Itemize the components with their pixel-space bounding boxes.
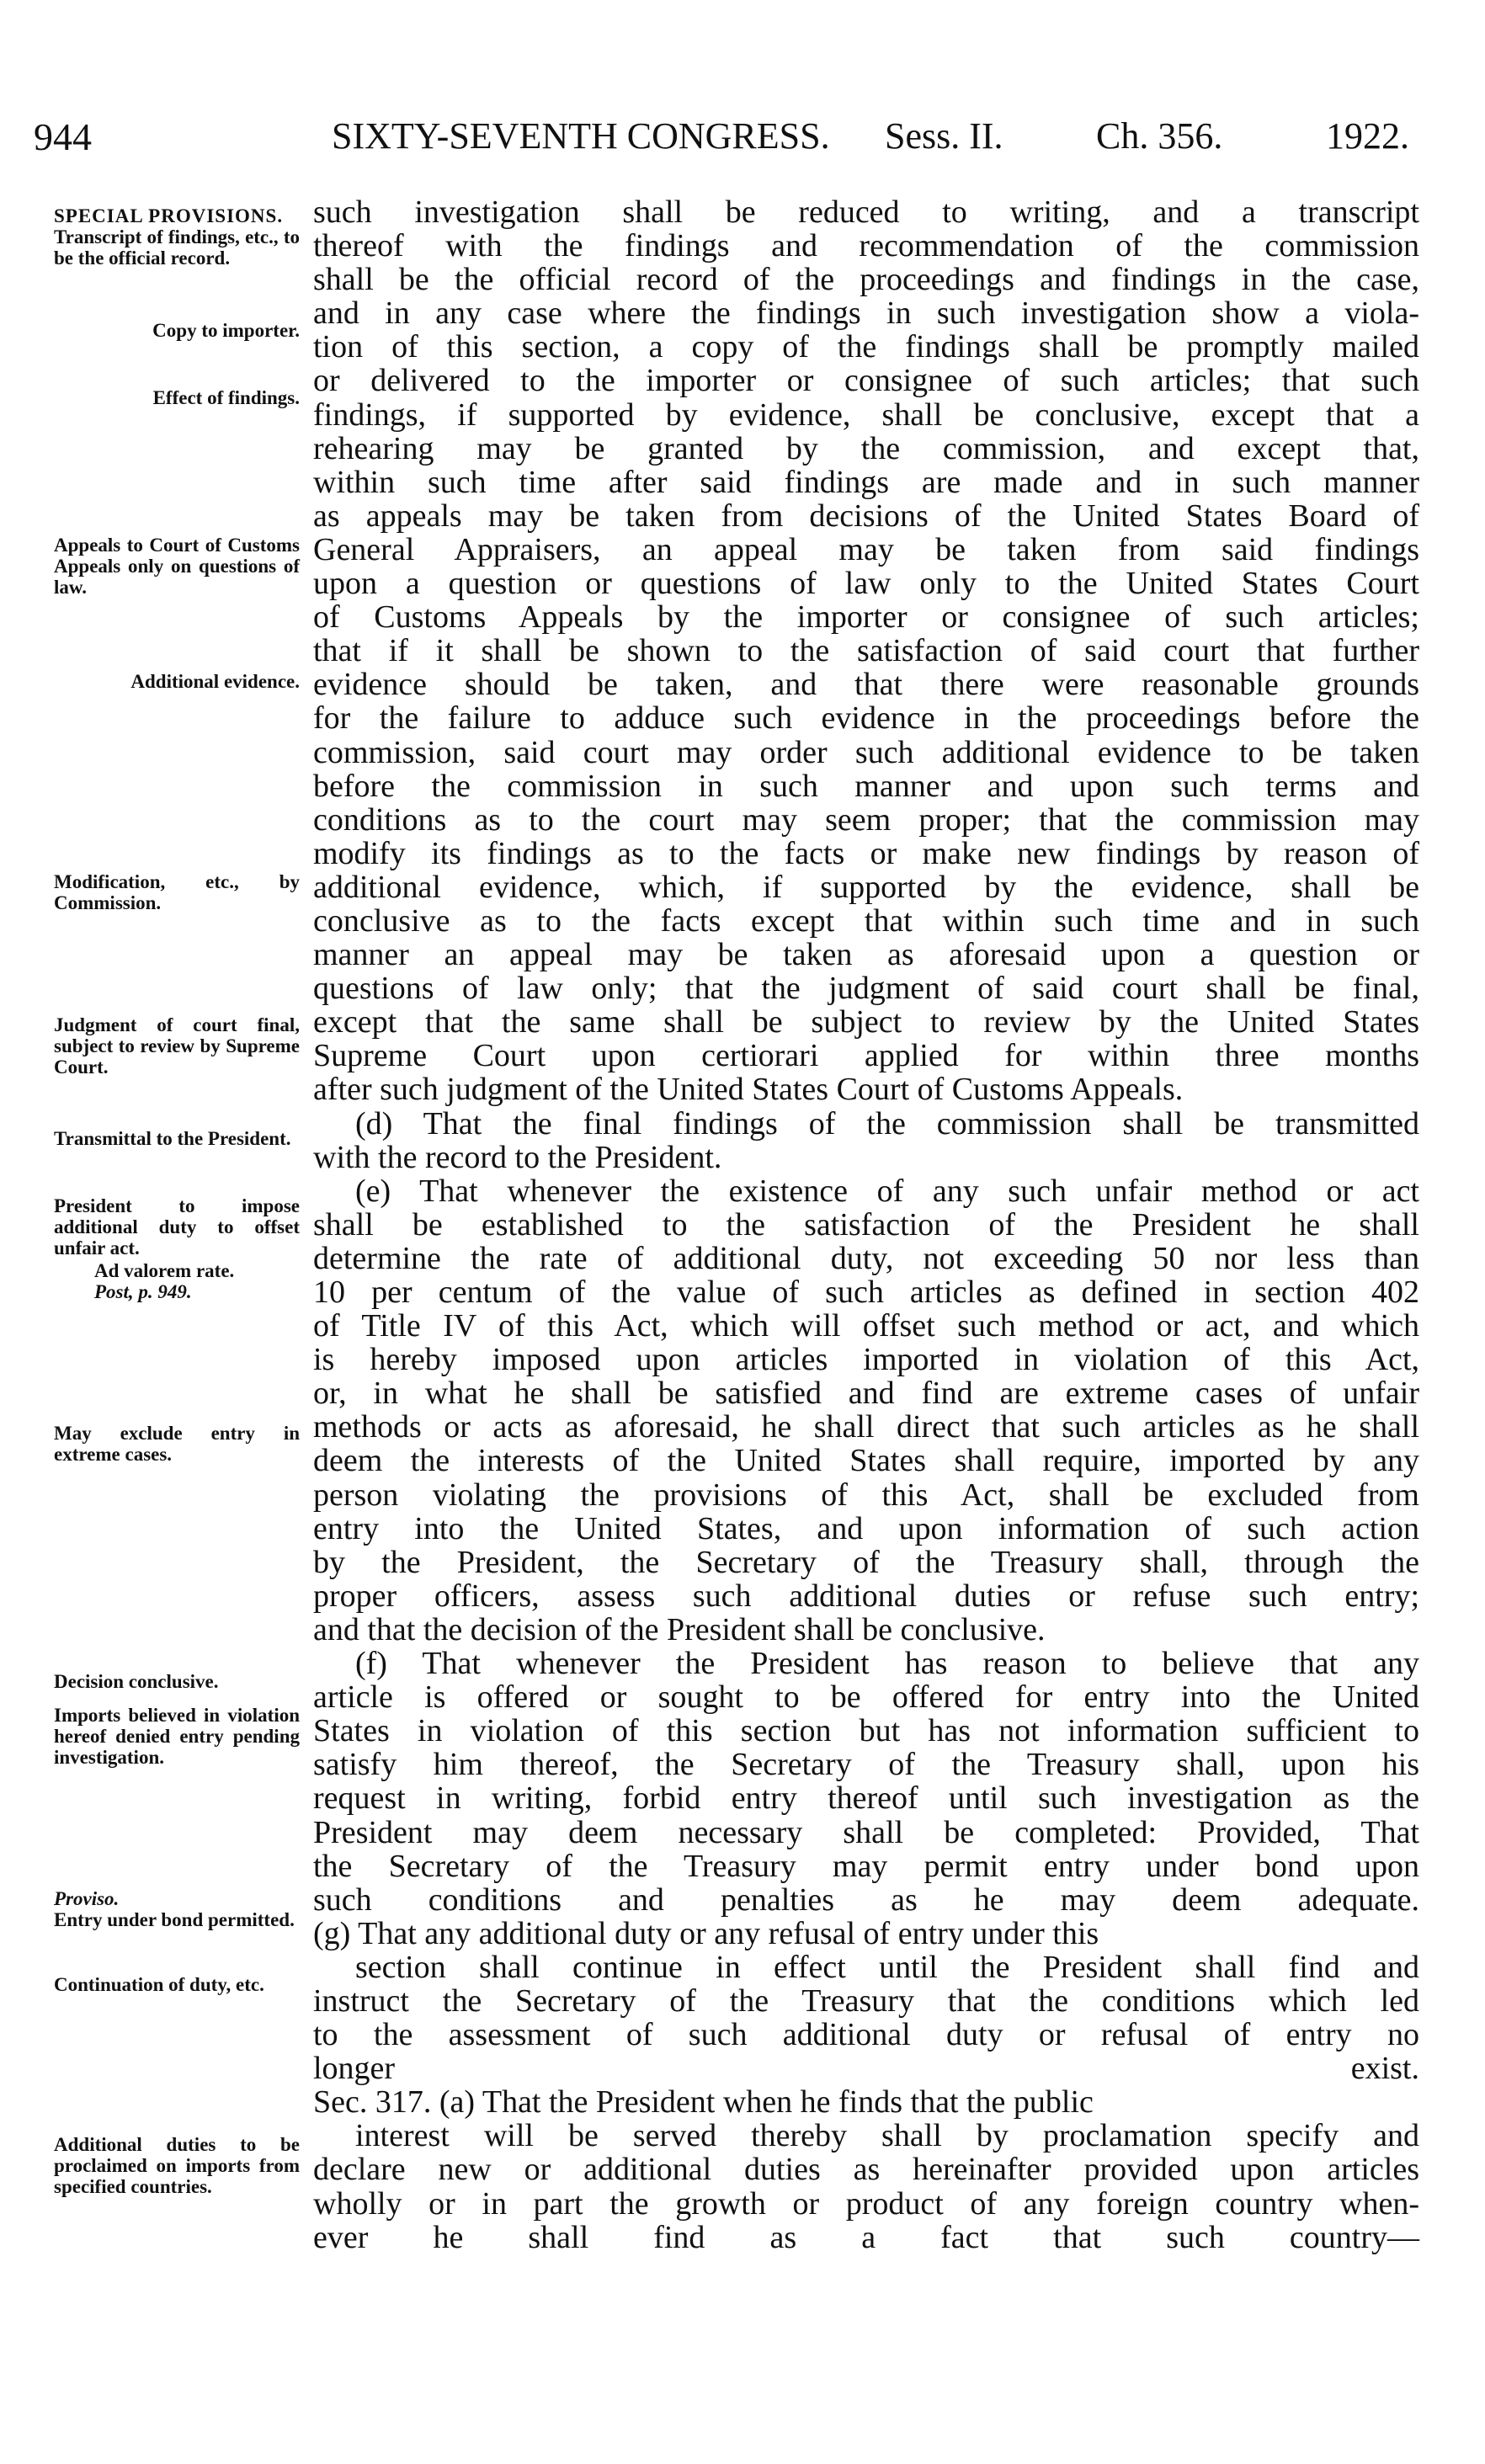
- session-label: Sess. II.: [885, 115, 1003, 157]
- year-label: 1922.: [1326, 115, 1409, 157]
- margin-note-text: Post, p. 949.: [94, 1281, 192, 1302]
- margin-note-text: Decision conclusive.: [54, 1671, 219, 1692]
- text-line: longer exist.: [313, 2051, 1419, 2087]
- text-line: additional evidence, which, if supported by the evidence, shall be: [313, 869, 1419, 905]
- text-line: the Secretary of the Treasury may permit entry under bond upon: [313, 1848, 1419, 1884]
- text-line: findings, if supported by evidence, shall be conclusive, except that a: [313, 396, 1419, 433]
- margin-note: [54, 1014, 300, 1078]
- margin-note-text: Effect of findings.: [152, 387, 300, 408]
- margin-note: [54, 535, 300, 598]
- margin-note: [54, 1128, 300, 1149]
- margin-note: [94, 1260, 300, 1281]
- margin-note-text: Imports believed in violation hereof denied entry pending investigation.: [54, 1705, 300, 1768]
- margin-note-text: Additional evidence.: [130, 671, 300, 692]
- text-line: is hereby imposed upon articles imported in violation of this Act,: [313, 1342, 1419, 1378]
- margin-note: [54, 205, 300, 269]
- text-line: satisfy him thereof, the Secretary of the Treasury shall, upon his: [313, 1747, 1419, 1783]
- text-line: shall be the official record of the proceedings and findings in the case,: [313, 262, 1419, 298]
- text-line: manner an appeal may be taken as aforesaid upon a question or: [313, 937, 1419, 973]
- text-line: conditions as to the court may seem proper; that the commission may: [313, 801, 1419, 838]
- text-line: and that the decision of the President shall be conclusive.: [313, 1611, 1046, 1647]
- text-line: wholly or in part the growth or product of any foreign country when-: [313, 2185, 1419, 2222]
- statute-body-text: [313, 195, 1419, 2254]
- text-line: States in violation of this section but has not information sufficient to: [313, 1713, 1419, 1749]
- text-line: questions of law only; that the judgment of said court shall be final,: [313, 971, 1419, 1007]
- margin-note-text: Judgment of court final, subject to review by Supreme Court.: [54, 1014, 300, 1078]
- margin-note-text: Continuation of duty, etc.: [54, 1974, 264, 1995]
- margin-note: [54, 1195, 300, 1259]
- margin-note: [54, 387, 300, 408]
- margin-note: [54, 2134, 300, 2197]
- text-line: and in any case where the findings in such investigation show a viola-: [313, 295, 1419, 332]
- margin-note-text: Appeals to Court of Customs Appeals only on questions of law.: [54, 535, 300, 598]
- text-line: or, in what he shall be satisfied and find are extreme cases of unfair: [313, 1376, 1419, 1412]
- text-line: commission, said court may order such additional evidence to be taken: [313, 734, 1419, 770]
- text-line: interest will be served thereby shall by proclamation specify and: [355, 2118, 1419, 2154]
- text-line: for the failure to adduce such evidence in the proceedings before the: [313, 700, 1419, 737]
- text-line: before the commission in such manner and upon such terms and: [313, 768, 1419, 804]
- text-line: (d) That the final findings of the commission shall be transmitted: [355, 1105, 1419, 1142]
- text-line: methods or acts as aforesaid, he shall direct that such articles as he shall: [313, 1409, 1419, 1445]
- margin-note: [54, 1423, 300, 1465]
- margin-note: [54, 1705, 300, 1768]
- text-line: article is offered or sought to be offered for entry into the United: [313, 1679, 1419, 1716]
- margin-note-text: May exclude entry in extreme cases.: [54, 1423, 300, 1465]
- text-line: section shall continue in effect until the President shall find and: [355, 1949, 1419, 1985]
- text-line: evidence should be taken, and that there were reasonable grounds: [313, 667, 1419, 703]
- margin-note-text: Transcript of findings, etc., to be the official record.: [54, 226, 300, 269]
- margin-note-text: Copy to importer.: [152, 320, 300, 341]
- text-line: rehearing may be granted by the commission, and except that,: [313, 430, 1419, 466]
- text-line: to the assessment of such additional duty or refusal of entry no: [313, 2017, 1419, 2053]
- margin-note-text: President to impose additional duty to offset unfair act.: [54, 1195, 300, 1259]
- text-line: upon a question or questions of law only to the United States Court: [313, 566, 1419, 602]
- margin-note: [54, 320, 300, 341]
- text-line: (g) That any additional duty or any refusal of entry under this: [313, 1915, 1099, 1951]
- margin-note-text: Ad valorem rate.: [94, 1260, 235, 1281]
- text-line: that if it shall be shown to the satisfaction of said court that further: [313, 633, 1419, 669]
- margin-note-heading: SPECIAL PROVISIONS.: [54, 205, 284, 226]
- margin-note-text: Modification, etc., by Commission.: [54, 871, 300, 913]
- text-line: thereof with the findings and recommendation of the commission: [313, 228, 1419, 264]
- text-line: declare new or additional duties as hereinafter provided upon articles: [313, 2152, 1419, 2188]
- text-line: deem the interests of the United States shall require, imported by any: [313, 1443, 1419, 1479]
- text-line: General Appraisers, an appeal may be taken from said findings: [313, 531, 1419, 567]
- text-line: Supreme Court upon certiorari applied for within three months: [313, 1038, 1419, 1074]
- text-line: Sec. 317. (a) That the President when he finds that the public: [313, 2084, 1094, 2121]
- text-line: modify its findings as to the facts or make new findings by reason of: [313, 835, 1419, 871]
- text-line: instruct the Secretary of the Treasury that the conditions which led: [313, 1982, 1419, 2019]
- margin-note: [94, 1281, 300, 1302]
- text-line: of Customs Appeals by the importer or consignee of such articles;: [313, 599, 1419, 636]
- text-line: except that the same shall be subject to review by the United States: [313, 1004, 1419, 1040]
- margin-note-text: Additional duties to be proclaimed on imports from specified countries.: [54, 2134, 300, 2197]
- text-line: of Title IV of this Act, which will offset such method or act, and which: [313, 1308, 1419, 1344]
- margin-note: [54, 1909, 300, 1930]
- text-line: or delivered to the importer or consignee of such articles; that such: [313, 363, 1419, 399]
- text-line: tion of this section, a copy of the findings shall be promptly mailed: [313, 329, 1419, 365]
- margin-note: [54, 871, 300, 913]
- text-line: person violating the provisions of this Act, shall be excluded from: [313, 1477, 1419, 1513]
- text-line: by the President, the Secretary of the Treasury shall, through the: [313, 1544, 1419, 1580]
- text-line: ever he shall find as a fact that such country—: [313, 2219, 1419, 2255]
- text-line: shall be established to the satisfaction of the President he shall: [313, 1206, 1419, 1243]
- margin-note: [54, 1888, 300, 1909]
- text-line: President may deem necessary shall be completed: Provided, That: [313, 1814, 1419, 1850]
- text-line: entry into the United States, and upon information of such action: [313, 1510, 1419, 1546]
- margin-note: [54, 1974, 300, 1995]
- text-line: request in writing, forbid entry thereof until such investigation as the: [313, 1780, 1419, 1817]
- margin-note-text: Entry under bond permitted.: [54, 1909, 295, 1930]
- margin-note-text: Proviso.: [54, 1888, 120, 1909]
- text-line: with the record to the President.: [313, 1139, 722, 1175]
- text-line: 10 per centum of the value of such articles as defined in section 402: [313, 1275, 1419, 1310]
- margin-note: [54, 671, 300, 692]
- text-line: after such judgment of the United States Court of Customs Appeals.: [313, 1072, 1184, 1108]
- text-line: within such time after said findings are made and in such manner: [313, 464, 1419, 500]
- chapter-label: Ch. 356.: [1096, 115, 1223, 157]
- text-line: proper officers, assess such additional duties or refuse such entry;: [313, 1578, 1419, 1614]
- text-line: such conditions and penalties as he may deem adequate.: [313, 1881, 1419, 1918]
- text-line: conclusive as to the facts except that within such time and in such: [313, 902, 1419, 939]
- text-line: determine the rate of additional duty, not exceeding 50 nor less than: [313, 1240, 1419, 1276]
- text-line: (e) That whenever the existence of any such unfair method or act: [355, 1173, 1419, 1209]
- text-line: as appeals may be taken from decisions of the United States Board of: [313, 498, 1419, 534]
- congress-title: SIXTY-SEVENTH CONGRESS.: [332, 115, 830, 157]
- text-line: such investigation shall be reduced to writing, and a transcript: [313, 194, 1419, 230]
- margin-notes: [0, 0, 300, 2464]
- page-number: 944: [34, 115, 92, 158]
- text-line: (f) That whenever the President has reason to believe that any: [355, 1646, 1419, 1682]
- margin-note-text: Transmittal to the President.: [54, 1128, 291, 1149]
- margin-note: [54, 1671, 300, 1692]
